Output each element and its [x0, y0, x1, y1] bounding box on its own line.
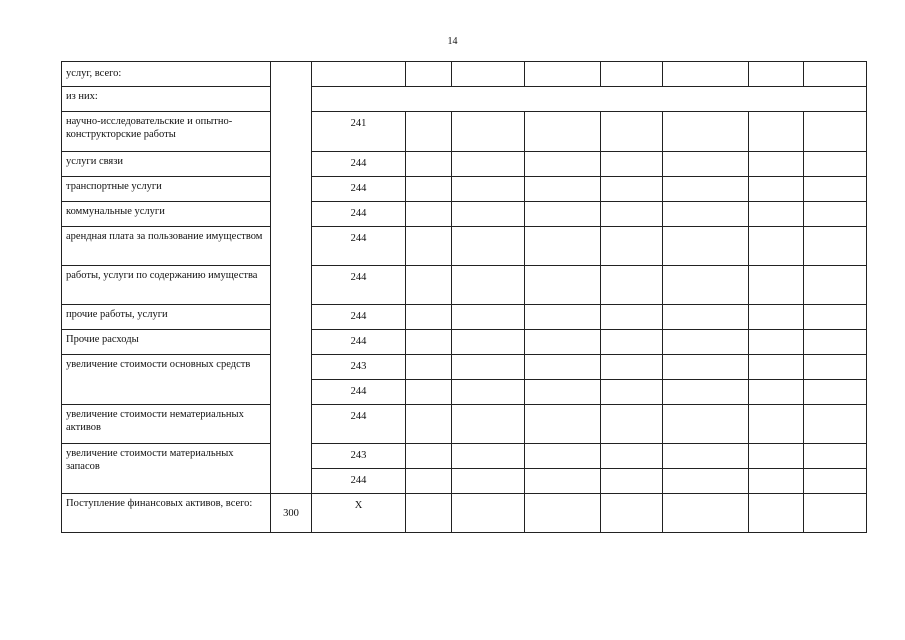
- table-cell: [525, 330, 601, 355]
- table-cell: [804, 330, 867, 355]
- table-cell: [452, 469, 525, 494]
- row-name: Поступление финансовых активов, всего:: [62, 494, 271, 533]
- row-kbk: [312, 62, 406, 87]
- table-row: [62, 152, 867, 177]
- row-name: услуги связи: [62, 152, 271, 177]
- table-row: [62, 227, 867, 266]
- row-kbk: 244: [312, 202, 406, 227]
- table-cell: [749, 355, 804, 380]
- table-cell: [663, 266, 749, 305]
- row-name: увеличение стоимости материальных запасов: [62, 444, 271, 494]
- table-cell: [749, 444, 804, 469]
- table-cell: [452, 380, 525, 405]
- page-number: 14: [447, 36, 458, 47]
- row-kbk: [312, 87, 867, 112]
- row-kbk: X: [312, 494, 406, 533]
- table-cell: [452, 62, 525, 87]
- row-name: работы, услуги по содержанию имущества: [62, 266, 271, 305]
- table-cell: [749, 202, 804, 227]
- table-cell: [406, 355, 452, 380]
- table-cell: [452, 405, 525, 444]
- row-kbk: 243: [312, 444, 406, 469]
- table-row: [62, 202, 867, 227]
- table-row: [62, 266, 867, 305]
- table-cell: [525, 177, 601, 202]
- table-cell: [525, 305, 601, 330]
- table-cell: [406, 152, 452, 177]
- table-cell: [601, 227, 663, 266]
- row-name: услуг, всего:: [62, 62, 271, 87]
- table-cell: [663, 380, 749, 405]
- table-cell: [406, 266, 452, 305]
- table-cell: [452, 305, 525, 330]
- table-cell: [406, 305, 452, 330]
- table-cell: [663, 469, 749, 494]
- table-cell: [749, 152, 804, 177]
- table-cell: [749, 266, 804, 305]
- table-cell: [406, 177, 452, 202]
- table-cell: [749, 380, 804, 405]
- table-cell: [452, 494, 525, 533]
- table-cell: [601, 355, 663, 380]
- table-cell: [601, 380, 663, 405]
- table-row: [62, 112, 867, 152]
- table-row: [62, 87, 867, 112]
- financial-table: [61, 61, 867, 533]
- row-kbk: 244: [312, 227, 406, 266]
- table-row: [62, 177, 867, 202]
- row-kbk: 244: [312, 405, 406, 444]
- table-cell: [406, 469, 452, 494]
- table-cell: [749, 405, 804, 444]
- row-name: прочие работы, услуги: [62, 305, 271, 330]
- row-kbk: 244: [312, 177, 406, 202]
- table-cell: [749, 227, 804, 266]
- table-row: [62, 330, 867, 355]
- table-cell: [452, 330, 525, 355]
- table-cell: [804, 355, 867, 380]
- table-cell: [804, 202, 867, 227]
- table-cell: [406, 330, 452, 355]
- row-kbk: 244: [312, 469, 406, 494]
- row-kbk: 244: [312, 330, 406, 355]
- table-cell: [663, 202, 749, 227]
- table-cell: [804, 152, 867, 177]
- table-cell: [663, 112, 749, 152]
- table-cell: [452, 444, 525, 469]
- table-cell: [663, 177, 749, 202]
- table-cell: [601, 266, 663, 305]
- table-cell: [601, 330, 663, 355]
- table-cell: [804, 494, 867, 533]
- row-code: 300: [271, 494, 312, 533]
- row-code: [271, 62, 312, 494]
- table-cell: [663, 227, 749, 266]
- table-cell: [525, 355, 601, 380]
- row-kbk: 244: [312, 305, 406, 330]
- table-cell: [525, 266, 601, 305]
- table-cell: [406, 62, 452, 87]
- row-name: Прочие расходы: [62, 330, 271, 355]
- table-cell: [749, 494, 804, 533]
- table-cell: [525, 494, 601, 533]
- table-row: [62, 405, 867, 444]
- table-cell: [525, 112, 601, 152]
- table-cell: [525, 62, 601, 87]
- table-cell: [525, 405, 601, 444]
- row-kbk: 244: [312, 266, 406, 305]
- row-name: коммунальные услуги: [62, 202, 271, 227]
- table-cell: [663, 152, 749, 177]
- table-cell: [749, 305, 804, 330]
- row-kbk: 241: [312, 112, 406, 152]
- table-cell: [525, 469, 601, 494]
- table-cell: [804, 444, 867, 469]
- table-cell: [804, 380, 867, 405]
- table-cell: [525, 152, 601, 177]
- table-cell: [663, 355, 749, 380]
- table-row: [62, 62, 867, 87]
- row-name: увеличение стоимости основных средств: [62, 355, 271, 405]
- table-cell: [452, 355, 525, 380]
- row-kbk: 244: [312, 152, 406, 177]
- table-cell: [601, 177, 663, 202]
- table-row: [62, 494, 867, 533]
- row-name: увеличение стоимости нематериальных активов: [62, 405, 271, 444]
- table-row: [62, 444, 867, 469]
- table-cell: [804, 177, 867, 202]
- table-cell: [804, 305, 867, 330]
- table-cell: [452, 112, 525, 152]
- table-cell: [525, 227, 601, 266]
- table-cell: [601, 469, 663, 494]
- table-cell: [601, 112, 663, 152]
- row-name: научно-исследовательские и опытно-конструкторские работы: [62, 112, 271, 152]
- table-cell: [663, 330, 749, 355]
- table-cell: [601, 202, 663, 227]
- table-cell: [804, 112, 867, 152]
- row-name: транспортные услуги: [62, 177, 271, 202]
- table-cell: [804, 227, 867, 266]
- table-cell: [452, 202, 525, 227]
- table-cell: [452, 177, 525, 202]
- table-cell: [452, 266, 525, 305]
- table-cell: [406, 494, 452, 533]
- row-name: из них:: [62, 87, 271, 112]
- table-cell: [663, 305, 749, 330]
- table-cell: [406, 444, 452, 469]
- table-cell: [663, 494, 749, 533]
- table-cell: [406, 405, 452, 444]
- table-row: [62, 305, 867, 330]
- table-cell: [663, 62, 749, 87]
- table-cell: [663, 405, 749, 444]
- table-cell: [601, 444, 663, 469]
- table-cell: [525, 444, 601, 469]
- table-cell: [804, 469, 867, 494]
- table-cell: [525, 380, 601, 405]
- table-cell: [406, 202, 452, 227]
- row-kbk: 243: [312, 355, 406, 380]
- table-cell: [663, 444, 749, 469]
- table-cell: [601, 305, 663, 330]
- table-cell: [452, 152, 525, 177]
- table-cell: [452, 227, 525, 266]
- table-row: [62, 355, 867, 380]
- table-cell: [525, 202, 601, 227]
- table-cell: [601, 494, 663, 533]
- row-kbk: 244: [312, 380, 406, 405]
- table-cell: [406, 227, 452, 266]
- table-cell: [749, 112, 804, 152]
- table-cell: [406, 112, 452, 152]
- table-cell: [749, 330, 804, 355]
- table-cell: [749, 62, 804, 87]
- table-cell: [749, 469, 804, 494]
- table-cell: [749, 177, 804, 202]
- table-cell: [804, 266, 867, 305]
- table-cell: [601, 405, 663, 444]
- table-cell: [601, 62, 663, 87]
- table-cell: [601, 152, 663, 177]
- row-name: арендная плата за пользование имуществом: [62, 227, 271, 266]
- table-cell: [804, 405, 867, 444]
- table-cell: [406, 380, 452, 405]
- table-cell: [804, 62, 867, 87]
